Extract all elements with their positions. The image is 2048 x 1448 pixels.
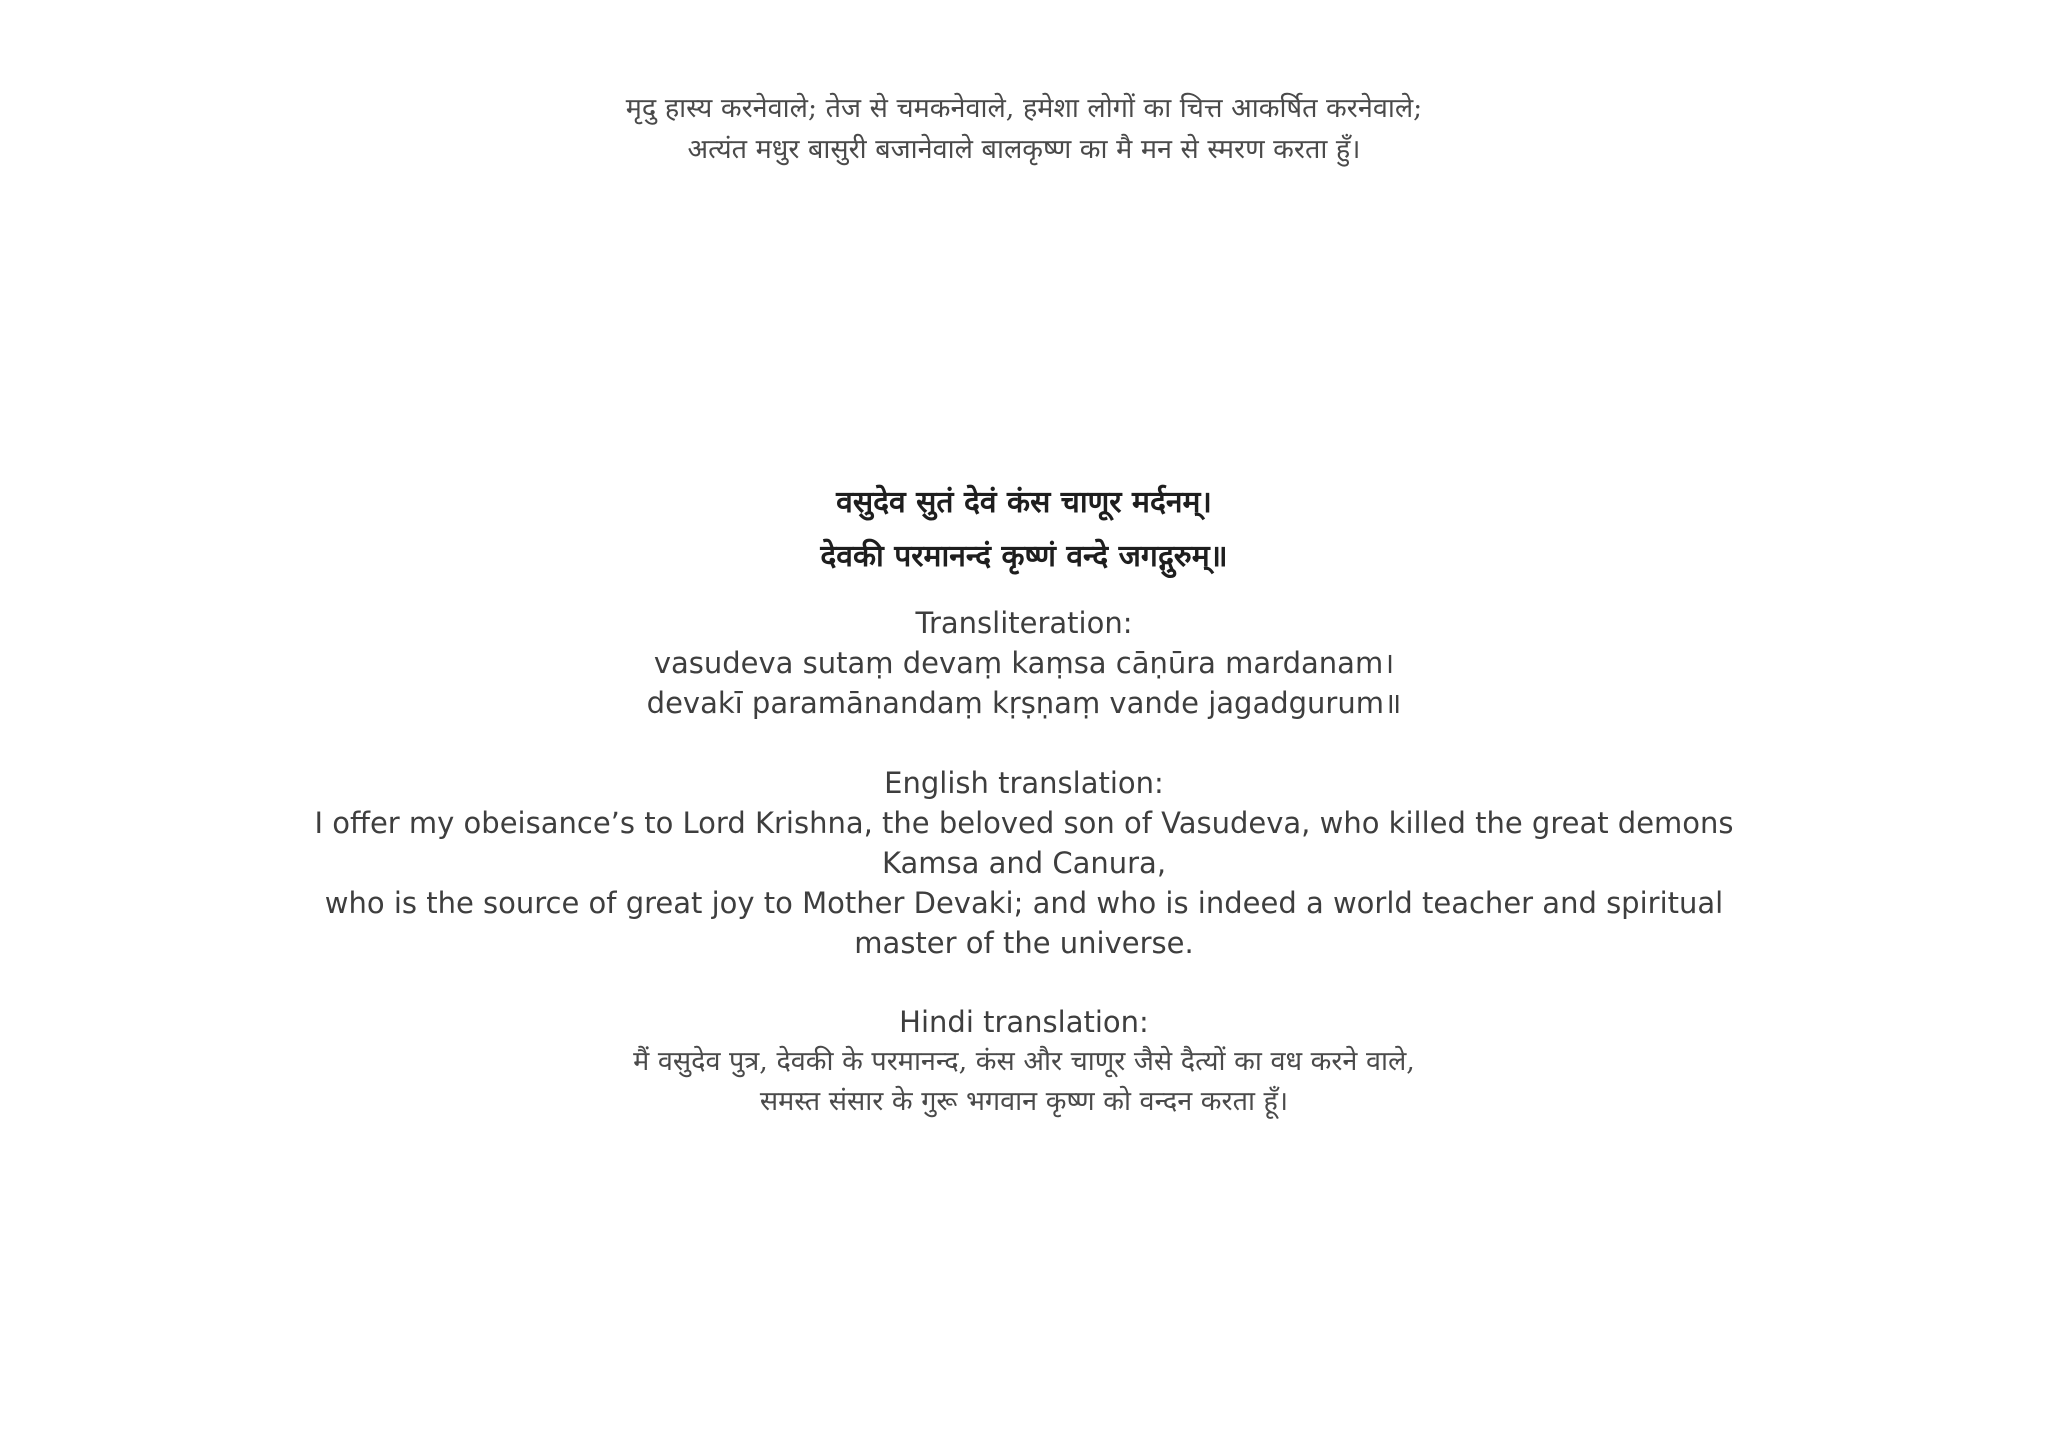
english-translation-line-1: I offer my obeisance’s to Lord Krishna, the beloved son of Vasudeva, who killed the great demons	[314, 806, 1734, 840]
transliteration-line-2: devakī paramānandaṃ kṛṣṇaṃ vande jagadgurum॥	[646, 686, 1402, 720]
english-translation-section	[0, 763, 2048, 963]
transliteration-section	[0, 603, 2048, 723]
english-translation-heading: English translation:	[884, 766, 1164, 800]
shloka-line-2: देवकी परमानन्दं कृष्णं वन्दे जगद्गुरुम्॥	[820, 539, 1228, 574]
previous-verse-hindi-translation	[0, 88, 2048, 170]
hindi-translation-line-1: मैं वसुदेव पुत्र, देवकी के परमानन्द, कंस और चाणूर जैसे दैत्यों का वध करने वाले,	[633, 1046, 1415, 1077]
hindi-translation-line-2: समस्त संसार के गुरू भगवान कृष्ण को वन्दन करता हूँ।	[759, 1086, 1289, 1117]
english-translation-line-2: Kamsa and Canura,	[881, 846, 1167, 880]
shloka-verse	[0, 476, 2048, 584]
hindi-translation-heading: Hindi translation:	[899, 1005, 1149, 1039]
hindi-translation-section	[0, 1002, 2048, 1122]
previous-translation-line-1: मृदु हास्य करनेवाले; तेज से चमकनेवाले, हमेशा लोगों का चित्त आकर्षित करनेवाले;	[625, 93, 1423, 124]
transliteration-heading: Transliteration:	[915, 606, 1133, 640]
english-translation-line-4: master of the universe.	[854, 926, 1194, 960]
transliteration-line-1: vasudeva sutaṃ devaṃ kaṃsa cāṇūra mardanam।	[653, 646, 1395, 680]
english-translation-line-3: who is the source of great joy to Mother Devaki; and who is indeed a world teacher and spiritual	[324, 886, 1724, 920]
previous-translation-line-2: अत्यंत मधुर बासुरी बजानेवाले बालकृष्ण का मै मन से स्मरण करता हुँ।	[687, 134, 1361, 165]
shloka-line-1: वसुदेव सुतं देवं कंस चाणूर मर्दनम्।	[836, 485, 1212, 520]
